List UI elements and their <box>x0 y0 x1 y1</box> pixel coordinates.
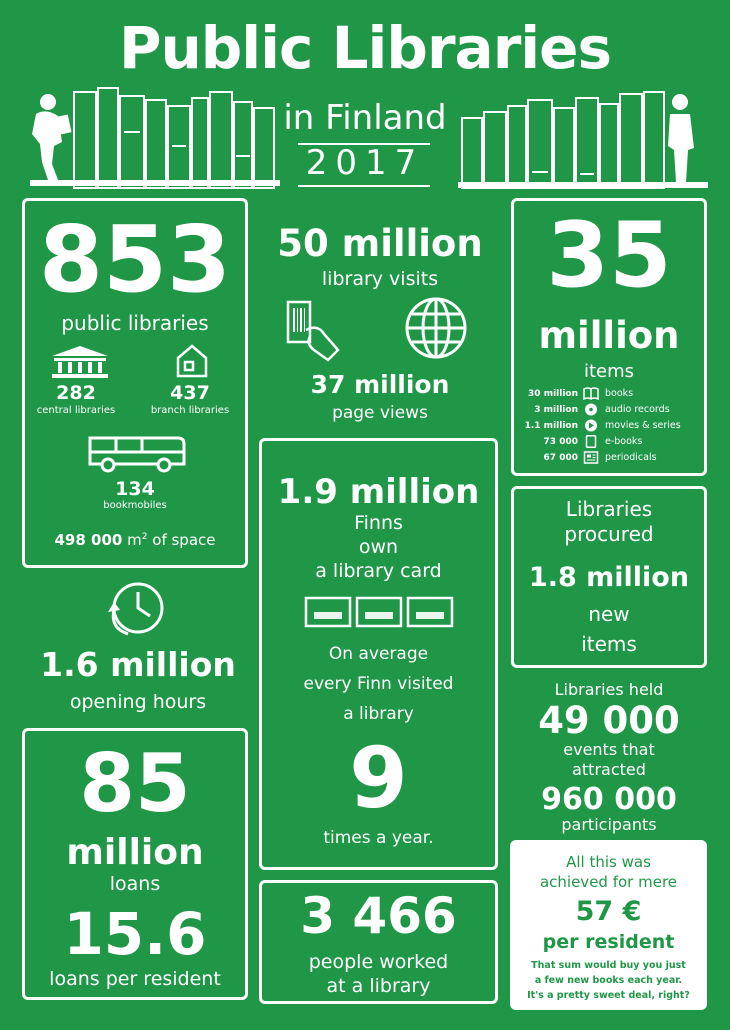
average-visits-line2: every Finn visited <box>303 674 454 694</box>
bookmobile-bus-icon <box>86 434 186 474</box>
central-libraries-count: 282 <box>56 382 96 404</box>
page-views-label: page views <box>332 403 428 423</box>
staff-line1: people worked <box>308 951 449 973</box>
branch-libraries-label: branch libraries <box>150 405 230 416</box>
central-library-building-icon <box>52 346 108 378</box>
audio-disc-icon <box>583 403 599 416</box>
cost-note1: That sum would buy you just <box>531 960 686 971</box>
loans-unit: million <box>66 832 204 873</box>
bookshelf-reader-right-illustration <box>458 88 710 190</box>
items-row-ebooks <box>516 434 642 449</box>
average-visits-line1: On average <box>328 644 429 664</box>
items-row-value: 30 million <box>528 388 578 399</box>
title-rule-bottom <box>298 185 430 187</box>
items-unit: million <box>538 314 680 357</box>
cost-line1: All this was <box>566 853 651 871</box>
page-year: 2017 <box>305 143 425 183</box>
libraries-label: public libraries <box>61 311 209 335</box>
procured-line1: Libraries <box>565 497 653 521</box>
bookmobiles-label: bookmobiles <box>103 500 167 511</box>
play-icon <box>583 419 599 432</box>
items-row-audio <box>516 402 670 417</box>
items-label: items <box>583 361 635 382</box>
cost-line2: achieved for mere <box>539 873 678 891</box>
tablet-icon <box>583 435 599 448</box>
library-space-unit: m <box>127 531 142 549</box>
newspaper-icon <box>583 451 599 464</box>
procured-line4: items <box>581 632 637 656</box>
branch-library-house-icon <box>176 344 208 378</box>
items-row-value: 1.1 million <box>524 420 578 431</box>
library-space-unit-sup: 2 <box>141 532 148 542</box>
items-row-label: movies & series <box>605 420 681 431</box>
globe-web-icon <box>404 296 468 360</box>
library-space <box>22 526 248 551</box>
loans-per-resident-value: 15.6 <box>63 900 207 968</box>
average-visits-times-label: times a year. <box>323 828 434 848</box>
staff-line2: at a library <box>326 975 431 997</box>
events-line1: Libraries held <box>554 680 664 699</box>
participants-label: participants <box>561 815 657 834</box>
items-row-value: 67 000 <box>543 452 578 463</box>
branch-libraries-count: 437 <box>170 382 210 404</box>
opening-hours-value: 1.6 million <box>40 645 236 684</box>
loans-per-resident-label: loans per resident <box>49 968 221 990</box>
items-row-movies <box>516 418 681 433</box>
card-holders-line2: own <box>358 536 399 558</box>
library-space-label: of space <box>152 531 216 549</box>
events-value: 49 000 <box>538 699 680 742</box>
library-card-hand-icon <box>284 300 344 362</box>
staff-value: 3 466 <box>300 887 457 945</box>
items-row-label: audio records <box>605 404 670 415</box>
libraries-count: 853 <box>38 206 232 313</box>
page-subtitle: in Finland <box>283 98 447 138</box>
visits-value: 50 million <box>277 222 483 265</box>
page-views-value: 37 million <box>310 370 450 399</box>
cost-value: 57 € <box>575 896 642 927</box>
items-row-books <box>516 386 633 401</box>
book-icon <box>583 387 599 400</box>
central-libraries-label: central libraries <box>36 405 116 416</box>
items-row-value: 73 000 <box>543 436 578 447</box>
cost-note3: It's a pretty sweet deal, right? <box>527 990 690 1001</box>
page-title: Public Libraries <box>118 14 612 82</box>
procured-value: 1.8 million <box>528 562 690 593</box>
procured-line2: procured <box>564 522 654 546</box>
card-holders-line1: Finns <box>354 512 403 534</box>
items-big-number: 35 <box>546 203 672 308</box>
loans-label: loans <box>109 873 161 895</box>
cost-note2: a few new books each year. <box>534 975 683 986</box>
card-holders-line3: a library card <box>315 560 442 582</box>
items-row-periodicals <box>516 450 657 465</box>
items-row-value: 3 million <box>534 404 578 415</box>
items-row-label: books <box>605 388 634 399</box>
procured-line3: new <box>588 602 630 626</box>
opening-hours-label: opening hours <box>69 691 207 713</box>
cost-line3: per resident <box>542 931 675 953</box>
items-row-label: periodicals <box>605 452 657 463</box>
events-line3: attracted <box>572 760 646 779</box>
bookshelf-reader-left-illustration <box>22 86 280 190</box>
participants-value: 960 000 <box>541 782 677 817</box>
items-row-label: e-books <box>605 436 643 447</box>
average-visits-line3: a library <box>343 704 414 724</box>
visits-label: library visits <box>321 268 439 290</box>
loans-big-number: 85 <box>79 737 191 830</box>
bookmobiles-count: 134 <box>115 478 155 500</box>
clock-icon <box>104 580 166 638</box>
average-visits-times: 9 <box>349 729 408 827</box>
library-cards-icon <box>304 596 454 628</box>
library-space-value: 498 000 <box>54 531 123 549</box>
card-holders-value: 1.9 million <box>277 472 480 512</box>
events-line2: events that <box>563 740 655 759</box>
